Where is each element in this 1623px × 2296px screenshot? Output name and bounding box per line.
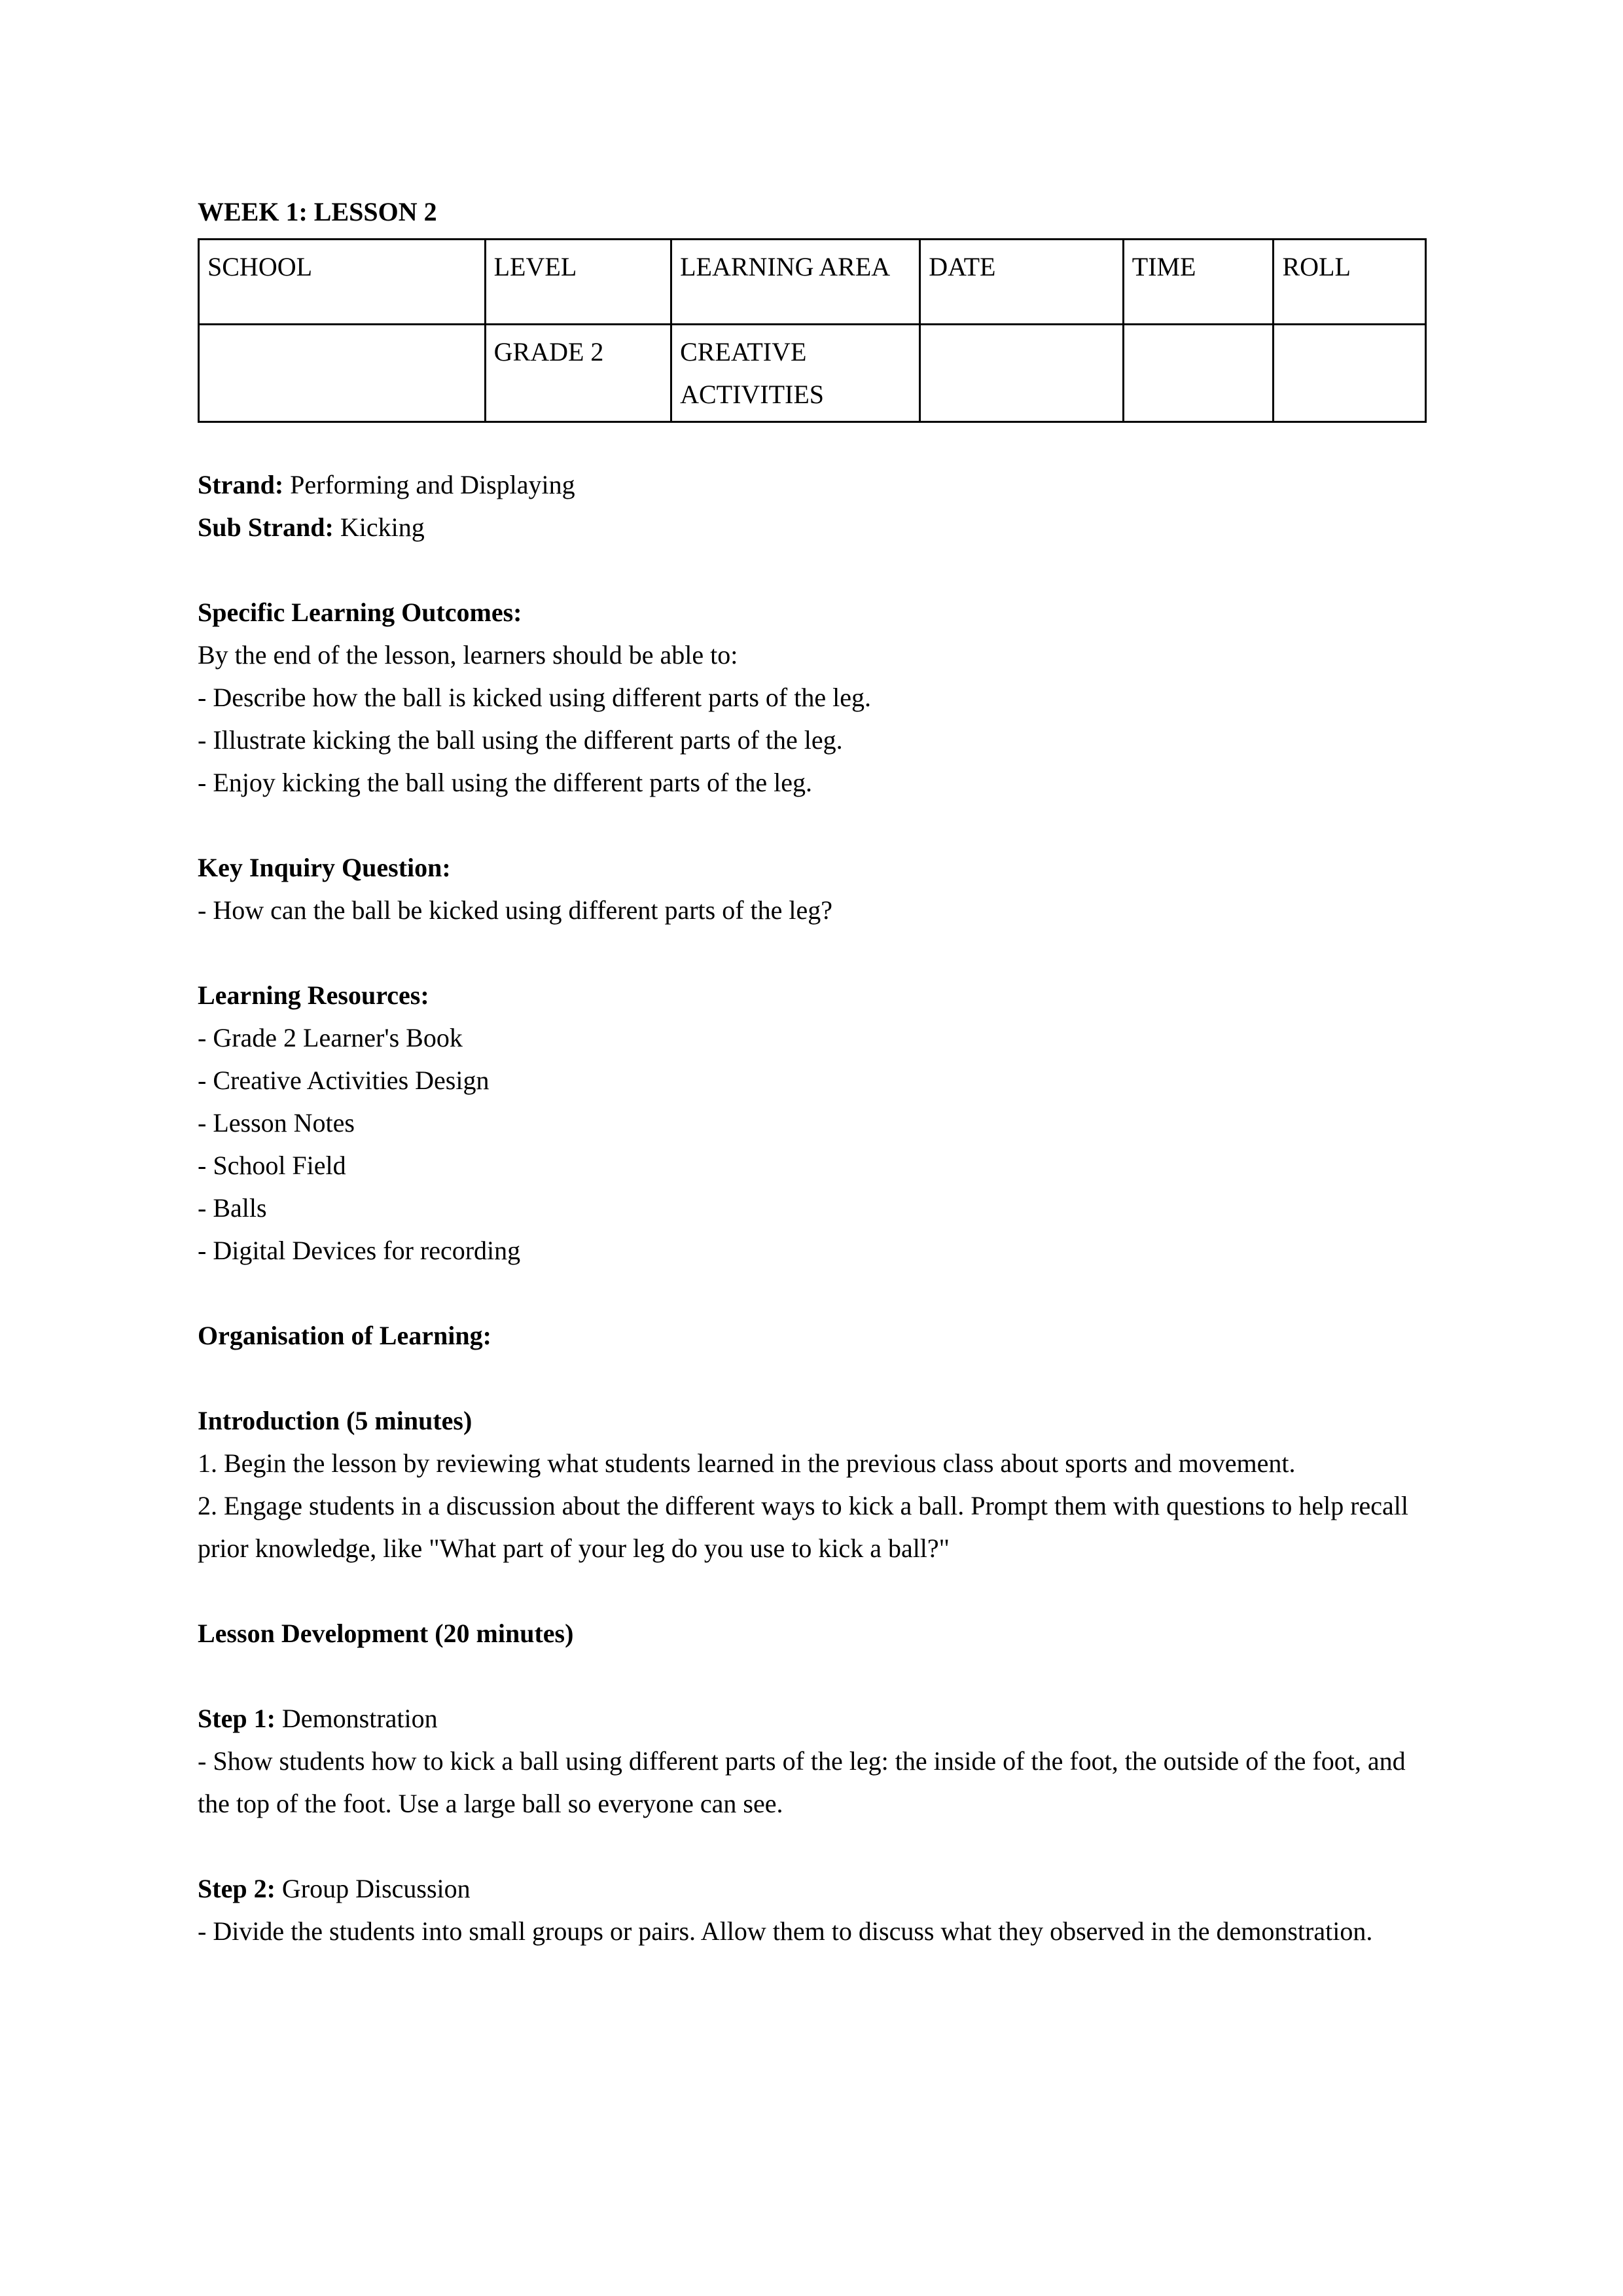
table-cell-learning-area: CREATIVE ACTIVITIES [671, 325, 920, 422]
table-header-school: SCHOOL [199, 240, 486, 325]
spacer-1 [198, 548, 1427, 591]
table-row-values [199, 325, 1426, 422]
step-2-title: Group Discussion [275, 1874, 471, 1903]
strand-line [198, 463, 1427, 506]
introduction-item: 2. Engage students in a discussion about the different ways to kick a ball. Prompt them with questions to help recall prior knowledge, like "What part of your leg do you use to kick a ball?" [198, 1491, 1409, 1563]
step-1-title: Demonstration [275, 1704, 438, 1733]
sub-strand-line [198, 506, 1427, 548]
specific-learning-outcomes-intro: By the end of the lesson, learners should be able to: [198, 640, 738, 670]
learning-resources-heading: Learning Resources: [198, 980, 429, 1010]
spacer-after-table [198, 423, 1427, 463]
table-header-roll: ROLL [1274, 240, 1426, 325]
strand-label: Strand: [198, 470, 284, 499]
table-cell-time [1123, 325, 1274, 422]
table-cell-school [199, 325, 486, 422]
step-1-label: Step 1: [198, 1704, 276, 1733]
table-header-level: LEVEL [485, 240, 671, 325]
step-2-body: - Divide the students into small groups or pairs. Allow them to discuss what they observed in the demonstration. [198, 1916, 1373, 1946]
list-item: - Balls [198, 1193, 267, 1223]
key-inquiry-question-heading: Key Inquiry Question: [198, 853, 451, 882]
page-title: WEEK 1: LESSON 2 [198, 197, 437, 226]
lesson-development-heading: Lesson Development (20 minutes) [198, 1619, 574, 1648]
spacer-6 [198, 1570, 1427, 1612]
step-1-title-line [198, 1697, 1427, 1740]
step-2-title-line [198, 1867, 1427, 1910]
table-row-headers [199, 240, 1426, 325]
sub-strand-value: Kicking [333, 512, 425, 542]
list-item: - School Field [198, 1151, 346, 1180]
introduction-item: 1. Begin the lesson by reviewing what students learned in the previous class about sports and movement. [198, 1448, 1296, 1478]
strand-value: Performing and Displaying [283, 470, 575, 499]
list-item: - Describe how the ball is kicked using different parts of the leg. [198, 683, 871, 712]
spacer-4 [198, 1272, 1427, 1314]
list-item: - Digital Devices for recording [198, 1236, 521, 1265]
specific-learning-outcomes-heading: Specific Learning Outcomes: [198, 598, 522, 627]
spacer-2 [198, 804, 1427, 846]
table-cell-roll [1274, 325, 1426, 422]
table-header-date: DATE [920, 240, 1123, 325]
table-header-learning-area: LEARNING AREA [671, 240, 920, 325]
table-header-time: TIME [1123, 240, 1274, 325]
table-cell-date [920, 325, 1123, 422]
spacer-5 [198, 1357, 1427, 1399]
sub-strand-label: Sub Strand: [198, 512, 334, 542]
step-2-label: Step 2: [198, 1874, 276, 1903]
list-item: - Enjoy kicking the ball using the different parts of the leg. [198, 768, 813, 797]
list-item: - Illustrate kicking the ball using the different parts of the leg. [198, 725, 843, 755]
organisation-of-learning-heading: Organisation of Learning: [198, 1321, 491, 1350]
lesson-info-table [198, 238, 1427, 423]
table-cell-level: GRADE 2 [485, 325, 671, 422]
list-item: - Creative Activities Design [198, 1066, 490, 1095]
list-item: - Grade 2 Learner's Book [198, 1023, 463, 1052]
spacer-7 [198, 1655, 1427, 1697]
spacer-3 [198, 931, 1427, 974]
introduction-heading: Introduction (5 minutes) [198, 1406, 473, 1435]
list-item: - Lesson Notes [198, 1108, 355, 1138]
list-item: - How can the ball be kicked using different parts of the leg? [198, 895, 833, 925]
spacer-8 [198, 1825, 1427, 1867]
step-1-body: - Show students how to kick a ball using different parts of the leg: the inside of the foot, the outside of the foot, and the top of the foot. Use a large ball so everyone can see. [198, 1746, 1406, 1818]
